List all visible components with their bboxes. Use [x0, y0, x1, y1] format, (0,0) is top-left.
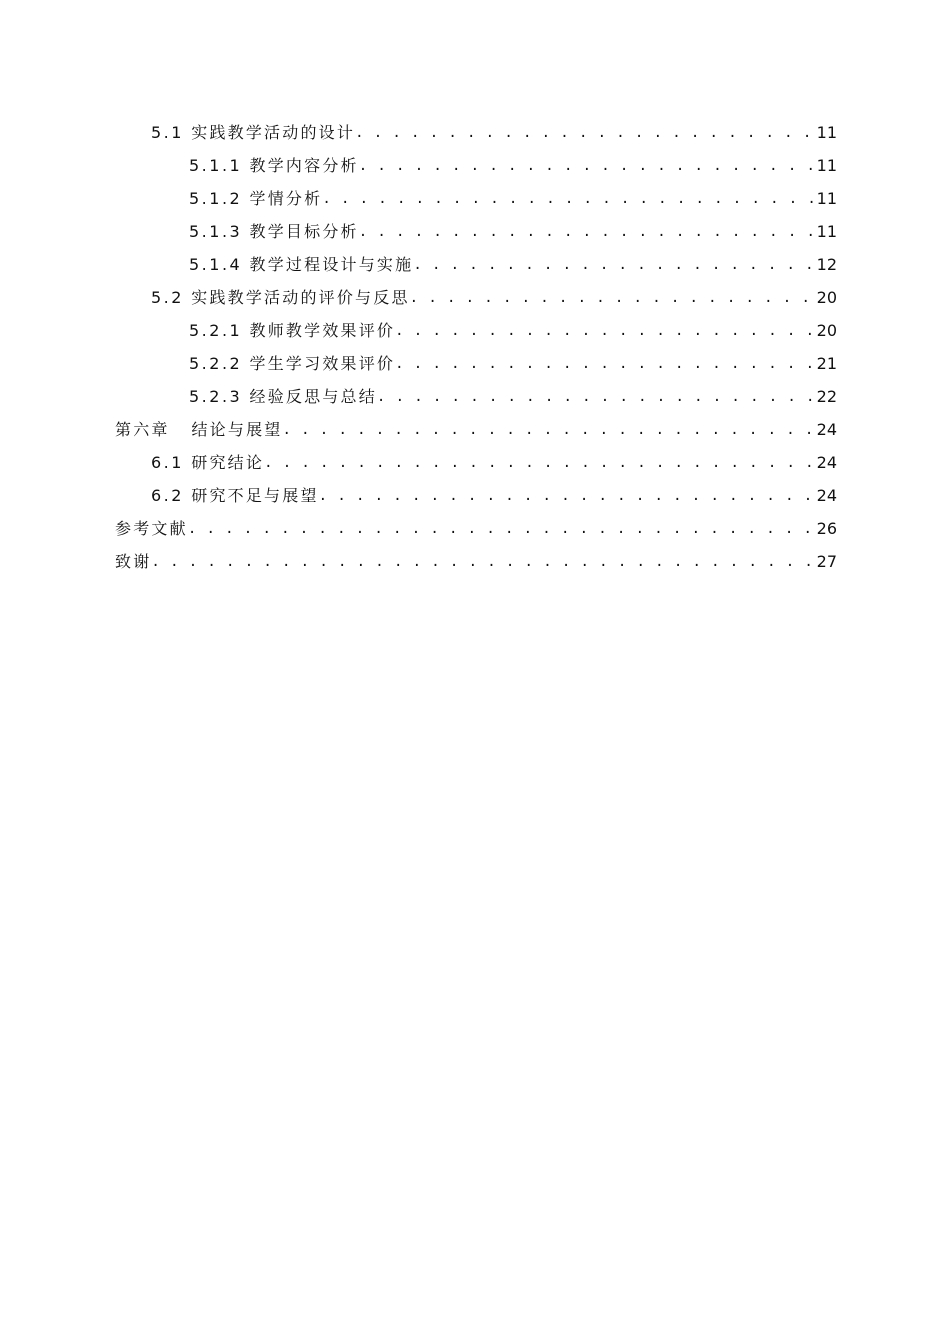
toc-entry-page: 11: [816, 189, 837, 208]
toc-entry-title: [189, 321, 395, 341]
toc-entry-page: 26: [816, 519, 837, 538]
toc-entry-text: 研究结论: [191, 453, 265, 472]
toc-entry-text: 实践教学活动的评价与反思: [191, 288, 410, 307]
toc-entry-text: 经验反思与总结: [249, 387, 377, 406]
toc-entry[interactable]: [151, 110, 837, 143]
toc-entry[interactable]: [189, 143, 837, 176]
toc-entry-title: 参考文献: [115, 519, 188, 538]
toc-entry-title: [151, 486, 319, 506]
dot-leader: [151, 551, 813, 571]
dot-leader: [319, 485, 814, 505]
toc-entry-page: 11: [816, 156, 837, 175]
toc-entry-number: 5.2.2: [189, 354, 243, 373]
toc-entry[interactable]: [151, 440, 837, 473]
toc-entry-number: 第六章: [115, 420, 170, 439]
toc-entry-page: 24: [816, 453, 837, 472]
toc-entry-page: 27: [816, 552, 837, 571]
toc-entry-text: 实践教学活动的设计: [191, 123, 356, 142]
dot-leader: [355, 122, 814, 142]
toc-entry-number: 5.2: [151, 288, 184, 307]
toc-entry[interactable]: [189, 209, 837, 242]
toc-entry-text: 研究不足与展望: [191, 486, 319, 505]
toc-entry-text: 教学过程设计与实施: [249, 255, 414, 274]
toc-entry-page: 11: [816, 222, 837, 241]
toc-entry-title: [189, 189, 322, 209]
toc-entry-title: [151, 288, 410, 308]
toc-entry-number: 5.1.1: [189, 156, 243, 175]
toc-entry-number: 5.1.2: [189, 189, 243, 208]
toc-entry-number: 6.1: [151, 453, 184, 472]
toc-entry[interactable]: [189, 374, 837, 407]
toc-entry-number: 5.2.3: [189, 387, 243, 406]
toc-entry-title: [189, 255, 413, 275]
toc-entry-title: [151, 453, 264, 473]
toc-entry-page: 20: [816, 288, 837, 307]
toc-entry-number: 5.1: [151, 123, 184, 142]
toc-entry[interactable]: [151, 275, 837, 308]
toc-entry[interactable]: [189, 308, 837, 341]
toc-entry-title: 致谢: [115, 552, 152, 571]
toc-entry-number: 5.1.4: [189, 255, 243, 274]
toc-entry-page: 24: [816, 486, 837, 505]
toc-entry-text: 学生学习效果评价: [249, 354, 396, 373]
dot-leader: [395, 353, 814, 373]
toc-entry-text: 教学目标分析: [249, 222, 359, 241]
dot-leader: [359, 221, 814, 241]
dot-leader: [264, 452, 814, 472]
dot-leader: [413, 254, 813, 274]
toc-entry-title: [189, 387, 377, 407]
toc-entry[interactable]: [115, 539, 837, 572]
dot-leader: [322, 188, 813, 208]
toc-entry-title: [189, 354, 395, 374]
toc-entry-text: 学情分析: [249, 189, 323, 208]
toc-entry-number: 5.2.1: [189, 321, 243, 340]
toc-entry[interactable]: [189, 176, 837, 209]
toc-entry-number: 6.2: [151, 486, 184, 505]
toc-entry[interactable]: [115, 407, 837, 440]
dot-leader: [410, 287, 814, 307]
toc-entry-title: [189, 222, 359, 242]
toc-entry-text: 结论与展望: [191, 420, 283, 439]
dot-leader: [395, 320, 814, 340]
toc-entry-page: 21: [816, 354, 837, 373]
toc-entry[interactable]: [151, 473, 837, 506]
toc-entry-page: 11: [816, 123, 837, 142]
toc-entry-text: 教学内容分析: [249, 156, 359, 175]
toc-entry-text: 教师教学效果评价: [249, 321, 396, 340]
dot-leader: [377, 386, 814, 406]
toc-entry[interactable]: [189, 341, 837, 374]
toc-entry[interactable]: [189, 242, 837, 275]
toc-entry-title: [151, 123, 355, 143]
toc-entry-page: 22: [816, 387, 837, 406]
toc-entry-page: 20: [816, 321, 837, 340]
toc-entry-title: [115, 420, 282, 440]
dot-leader: [188, 518, 814, 538]
toc-entry[interactable]: [115, 506, 837, 539]
toc-entry-page: 12: [816, 255, 837, 274]
dot-leader: [282, 419, 813, 439]
toc-entry-title: [189, 156, 359, 176]
dot-leader: [359, 155, 814, 175]
toc-entry-page: 24: [816, 420, 837, 439]
toc-entry-number: 5.1.3: [189, 222, 243, 241]
